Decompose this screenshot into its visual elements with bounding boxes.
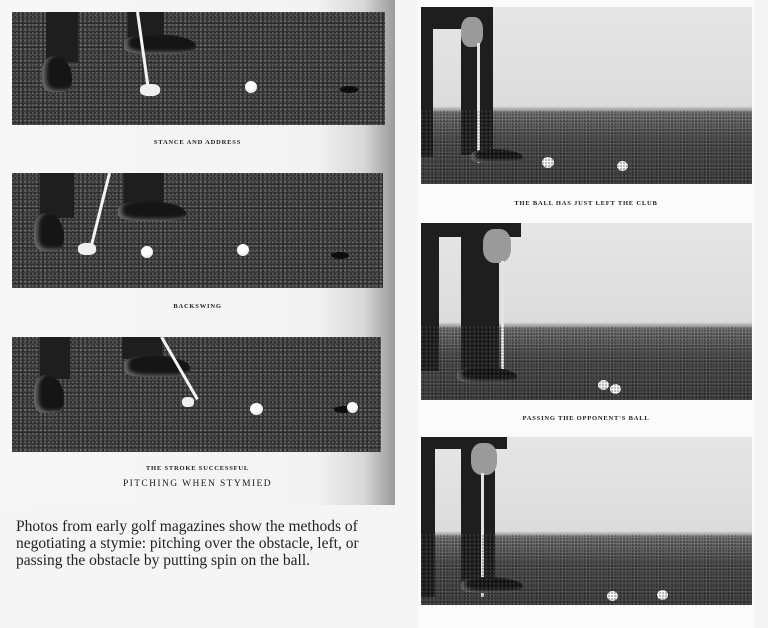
golf-ball-player	[141, 246, 153, 258]
golf-ball-opponent	[657, 590, 668, 600]
left-leg	[421, 223, 439, 371]
description-caption: Photos from early golf magazines show the methods of negotiating a stymie: pitching over the obstacle, left, or passing the obstacle by putting spin on the ball.	[16, 518, 359, 569]
club-shaft	[481, 473, 484, 597]
left-magazine-page	[0, 0, 395, 505]
shoe	[471, 149, 523, 163]
photo-stance-and-address	[12, 12, 385, 125]
hands	[471, 443, 497, 475]
golf-ball-opponent	[237, 244, 249, 256]
club-shaft	[89, 173, 111, 249]
club-shaft	[501, 261, 504, 383]
right-magazine-page	[418, 0, 754, 628]
photo-ball-left-club	[421, 7, 752, 184]
left-shoe	[34, 213, 64, 251]
left-leg	[421, 7, 433, 157]
hole	[331, 252, 349, 259]
photo-passing-opponent-ball	[421, 223, 752, 400]
caption-ball-left-club: THE BALL HAS JUST LEFT THE CLUB	[514, 200, 658, 207]
golf-ball-player	[607, 591, 618, 601]
caption-stance-and-address: STANCE AND ADDRESS	[153, 139, 242, 146]
left-leg	[46, 12, 78, 62]
caption-stroke-successful: THE STROKE SUCCESSFUL	[145, 465, 250, 472]
caption-backswing: BACKSWING	[173, 303, 222, 310]
golf-ball	[245, 81, 257, 93]
hands	[483, 229, 511, 263]
club-head	[78, 243, 96, 255]
photo-backswing	[12, 173, 383, 288]
hole	[340, 86, 358, 93]
golf-ball-opponent	[610, 384, 621, 394]
shoe	[457, 367, 517, 383]
caption-passing-opponent-ball: PASSING THE OPPONENT'S BALL	[522, 415, 650, 422]
right-shoe	[124, 34, 196, 54]
golf-ball-player	[542, 157, 554, 168]
left-shoe	[34, 375, 64, 413]
left-leg	[421, 437, 435, 597]
shoe	[461, 577, 523, 593]
section-title: PITCHING WHEN STYMIED	[122, 479, 273, 489]
club-shaft	[477, 43, 480, 163]
golf-ball-player	[598, 380, 609, 390]
photo-stroke-successful	[12, 337, 381, 452]
left-leg	[40, 173, 74, 218]
golf-ball-opponent	[347, 402, 358, 413]
club-head	[140, 84, 160, 96]
golf-ball-opponent	[617, 161, 628, 171]
left-leg	[40, 337, 70, 379]
right-shoe	[118, 201, 186, 221]
club-head	[182, 397, 194, 407]
golf-ball-player	[250, 403, 263, 415]
photo-spin-putt	[421, 437, 752, 605]
